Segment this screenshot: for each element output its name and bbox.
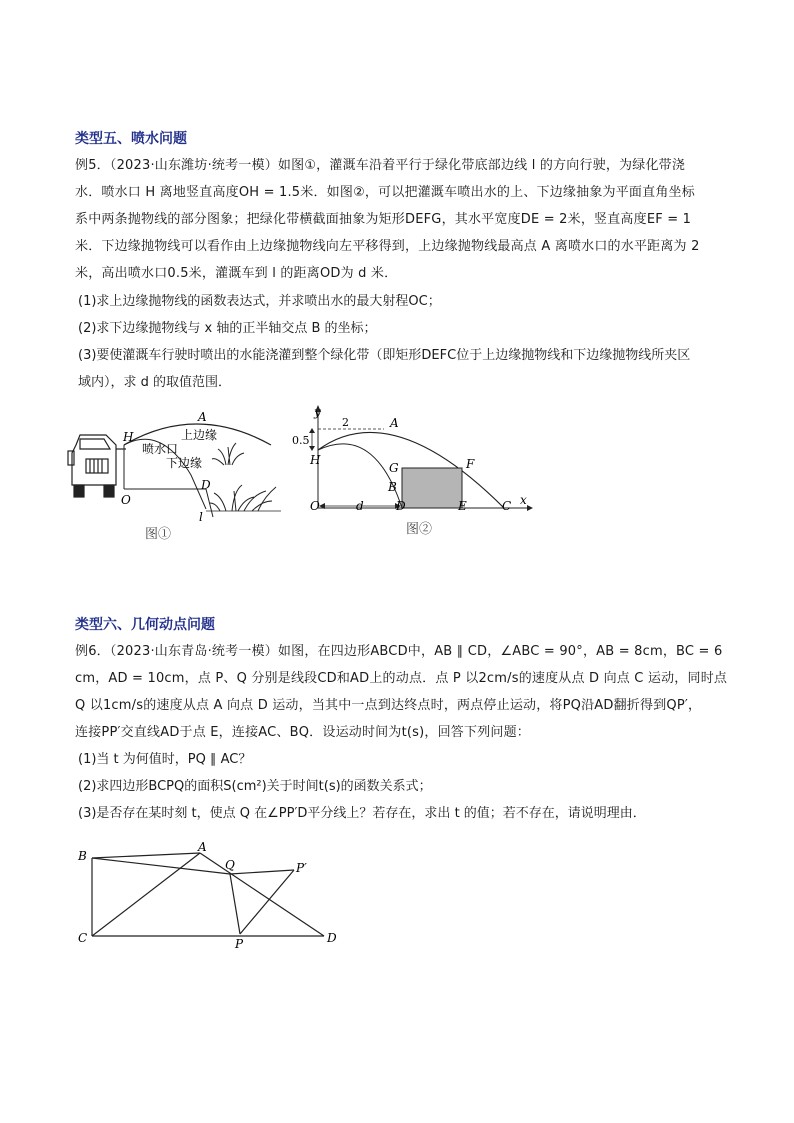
grass-icon-1 [212, 443, 244, 465]
truck-icon [68, 435, 126, 497]
example6-question-2: (2)求四边形BCPQ的面积S(cm²)关于时间t(s)的函数关系式； [78, 779, 432, 794]
grass-icon-2 [210, 485, 276, 511]
example6-text [75, 638, 728, 746]
fig1-label-H: H [123, 430, 134, 444]
fig1-label-D: D [201, 478, 211, 492]
fig3-label-B: B [78, 849, 87, 863]
fig2-label-d: d [356, 499, 364, 513]
fig2-label-E: E [458, 499, 467, 513]
example5-line-5: 米，高出喷水口0.5米，灌溉车到 l 的距离OD为 d 米． [75, 266, 398, 281]
fig1-label-lower-edge: 下边缘 [166, 456, 203, 470]
fig1-label-nozzle: 喷水口 [142, 442, 179, 456]
fig1-label-A: A [198, 410, 207, 424]
fig2-label-C: C [502, 499, 512, 513]
example6-question-3: (3)是否存在某时刻 t，使点 Q 在∠PP′D平分线上？若存在，求出 t 的值；若不存在，请说明理由． [78, 806, 646, 821]
fig1-label-l: l [199, 510, 203, 524]
example5-questions [78, 288, 690, 396]
fig2-label-A: A [390, 416, 399, 430]
fig2-label-D: D [396, 499, 406, 513]
segment-AC [92, 853, 200, 936]
fig2-label-F: F [466, 457, 475, 471]
example5-line-4: 米．下边缘抛物线可以看作由上边缘抛物线向左平移得到，上边缘抛物线最高点 A 离喷水口的水平距离为 2 [75, 239, 700, 254]
fig2-label-x: x [520, 493, 527, 507]
example5-question-2: (2)求下边缘抛物线与 x 轴的正半轴交点 B 的坐标； [78, 321, 377, 336]
fig2-label-0.5: 0.5 [292, 434, 310, 447]
fig1-label-upper-edge: 上边缘 [181, 428, 218, 442]
segment-BQ [92, 858, 230, 874]
segment-PPprime [240, 870, 294, 934]
segment-PQ [230, 874, 240, 934]
fig3-label-A: A [198, 840, 207, 854]
section-heading-type5: 类型五、喷水问题 [75, 131, 187, 147]
example6-line-1: 例6．（2023·山东青岛·统考一模）如图，在四边形ABCD中，AB ∥ CD，∠ABC = 90°，AB = 8cm，BC = 6 [75, 644, 723, 659]
figure-quadrilateral-diagram [72, 838, 352, 953]
segment-QPprime [230, 870, 294, 874]
example5-question-3: (3)要使灌溉车行驶时喷出的水能浇灌到整个绿化带（即矩形DEFC位于上边缘抛物线和下边缘抛物线所夹区 [78, 348, 691, 363]
example6-question-1: (1)当 t 为何值时，PQ ∥ AC？ [78, 752, 252, 767]
fig2-label-2: 2 [342, 416, 349, 429]
figure-1-diagram [66, 405, 296, 540]
fig2-label-y: y [314, 405, 321, 419]
figure-2-caption: 图② [406, 522, 433, 537]
fig2-label-B: B [388, 480, 397, 494]
fig3-label-P: P [235, 937, 244, 951]
fig3-label-C: C [78, 931, 88, 945]
example5-question-4: 域内），求 d 的取值范围． [78, 375, 232, 390]
segment-AB [92, 853, 200, 858]
example6-line-3: Q 以1cm/s的速度从点 A 向点 D 运动，当其中一点到达终点时，两点停止运动，将PQ沿AD翻折得到QP′， [75, 698, 702, 713]
figure-1-caption: 图① [145, 527, 172, 542]
example5-line-2: 水．喷水口 H 离地竖直高度OH = 1.5米．如图②，可以把灌溉车喷出水的上、下边缘抽象为平面直角坐标 [75, 185, 695, 200]
fig2-label-H: H [310, 453, 321, 467]
section-heading-type6: 类型六、几何动点问题 [75, 617, 215, 633]
fig2-label-G: G [389, 461, 399, 475]
fig1-label-O: O [121, 493, 131, 507]
example6-line-2: cm，AD = 10cm，点 P、Q 分别是线段CD和AD上的动点．点 P 以2cm/s的速度从点 D 向点 C 运动，同时点 [75, 671, 728, 686]
example5-question-1: (1)求上边缘抛物线的函数表达式，并求喷出水的最大射程OC； [78, 294, 441, 309]
fig3-label-D: D [327, 931, 337, 945]
fig3-label-Pprime: P′ [296, 861, 307, 875]
example5-text [75, 152, 723, 287]
figure-2-diagram [292, 400, 537, 525]
example6-line-4: 连接PP′交直线AD于点 E，连接AC、BQ．设运动时间为t(s)，回答下列问题： [75, 725, 530, 740]
fig2-label-O: O [310, 499, 320, 513]
fig3-label-Q: Q [225, 858, 235, 872]
example6-questions [78, 746, 646, 827]
example5-line-3: 系中两条抛物线的部分图象；把绿化带横截面抽象为矩形DEFG，其水平宽度DE = 2米，竖直高度EF = 1 [75, 212, 692, 227]
example5-line-1: 例5．（2023·山东潍坊·统考一模）如图①，灌溉车沿着平行于绿化带底部边线 l 的方向行驶，为绿化带浇 [75, 158, 686, 173]
